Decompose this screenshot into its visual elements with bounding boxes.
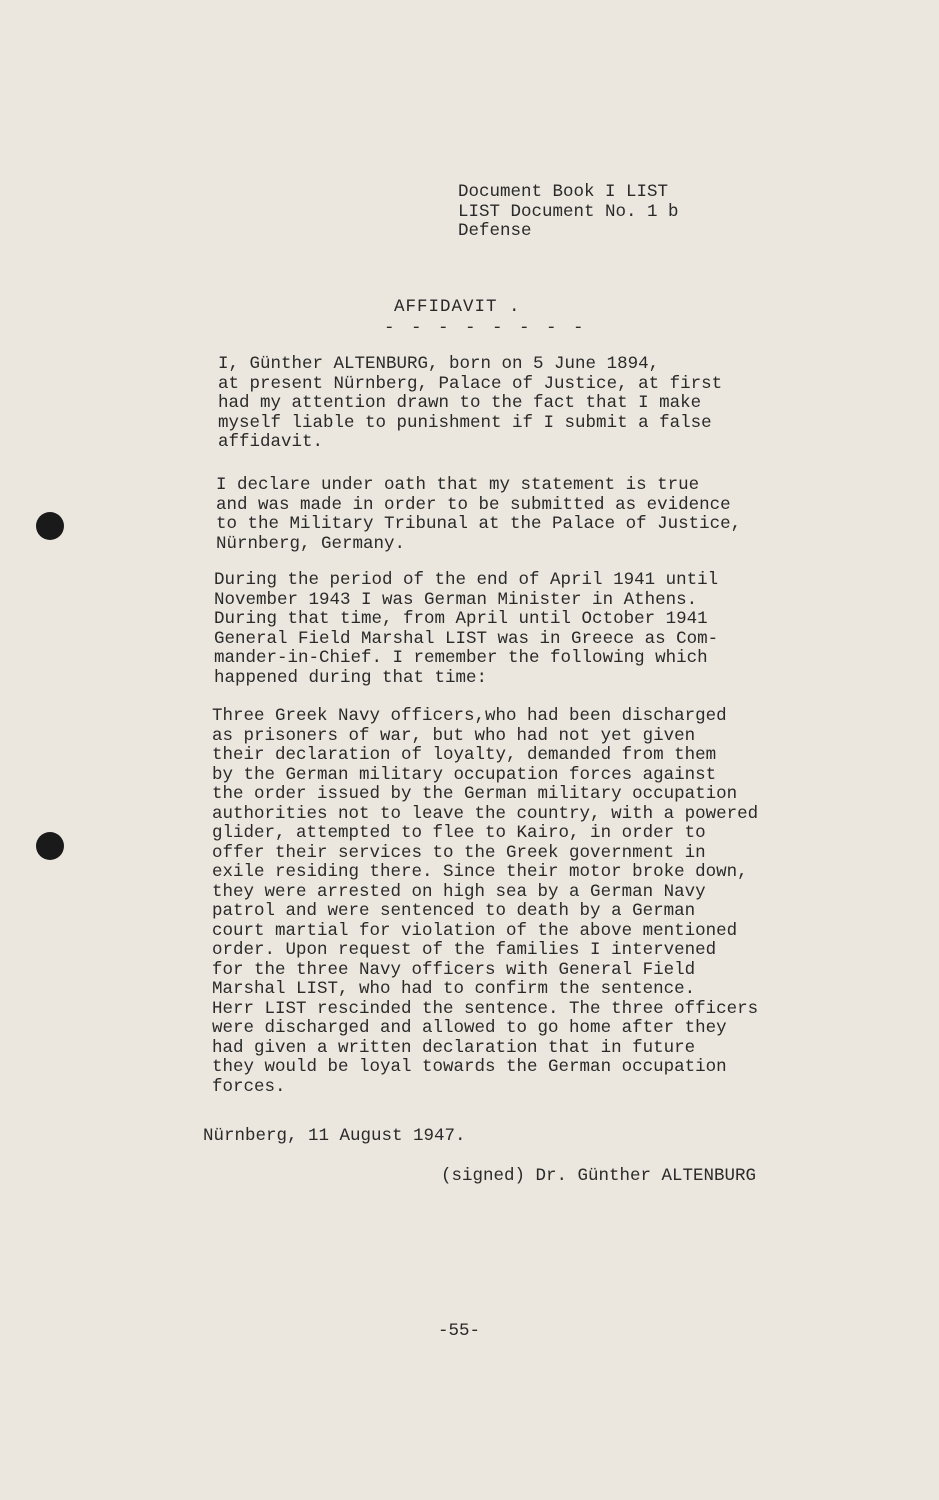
punch-hole xyxy=(36,512,64,540)
header-line: LIST Document No. 1 b xyxy=(458,201,679,222)
paragraph: Three Greek Navy officers,who had been discharged as prisoners of war, but who had not yet given their declaration of loyalty, demanded from them by the German military occupation forces against the order issued by the German military occupation authorities not to leave the country, with a powered glider, attempted to flee to Kairo, in order to offer their services to the Greek government in exile residing there. Since their motor broke down, they were arrested on high sea by a German Navy patrol and were sentenced to death by a German court martial for violation of the above mentioned order. Upon request of the families I intervened for the three Navy officers with General Field Marshal LIST, who had to confirm the sentence. Herr LIST rescinded the sentence. The three officers were discharged and allowed to go home after they had given a written declaration that in future they would be loyal towards the German occupation forces. xyxy=(212,706,759,1097)
document-title: AFFIDAVIT . xyxy=(394,297,521,317)
punch-hole xyxy=(36,832,64,860)
header-line: Document Book I LIST xyxy=(458,182,669,202)
place-date: Nürnberg, 11 August 1947. xyxy=(203,1126,466,1146)
header-line: Defense xyxy=(458,221,532,241)
page-number: -55- xyxy=(438,1321,481,1341)
paragraph: I declare under oath that my statement is true and was made in order to be submitted as evidence to the Military Tribunal at the Palace of Justice, Nürnberg, Germany. xyxy=(216,475,742,554)
paragraph: I, Günther ALTENBURG, born on 5 June 1894, at present Nürnberg, Palace of Justice, at first had my attention drawn to the fact that I make myself liable to punishment if I submit a false affidavit. xyxy=(218,354,723,452)
document-header xyxy=(458,183,679,242)
paragraph: During the period of the end of April 1941 until November 1943 I was German Minister in Athens. During that time, from April until October 1941 General Field Marshal LIST was in Greece as Com- mander-in-Chief. I remember the following which happened during that time: xyxy=(214,570,719,688)
title-underline: - - - - - - - - xyxy=(384,318,587,338)
signature: (signed) Dr. Günther ALTENBURG xyxy=(441,1166,757,1186)
